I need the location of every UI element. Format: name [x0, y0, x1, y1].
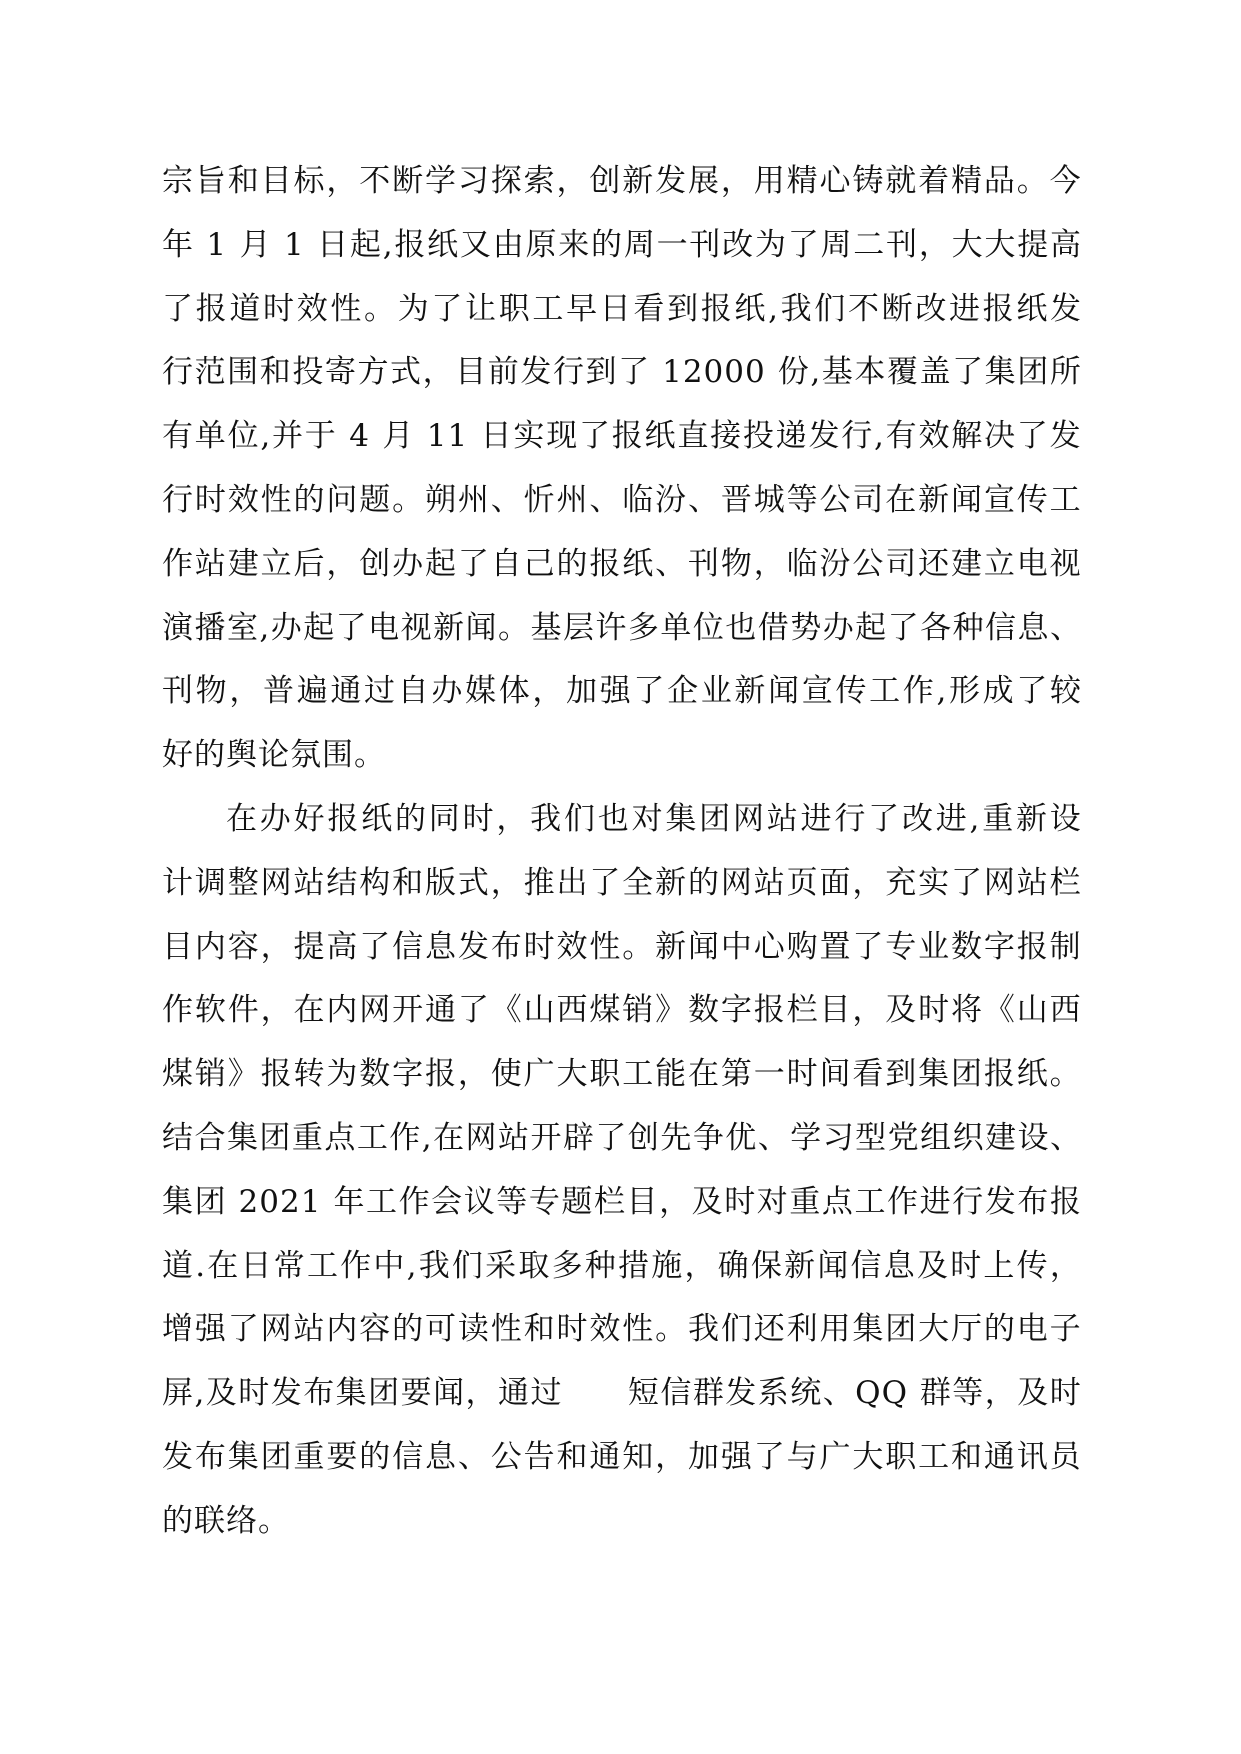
text-line-7: 作 站 建 立 后 ， 创 办 起 了 自 己 的 报 纸 、 刊 物 ， 临 汾 公 司 还 建 立 电 视 — [162, 545, 1082, 582]
text-line-18: 道 . 在 日 常 工 作 中 , 我 们 采 取 多 种 措 施 ， 确 保 新 闻 信 息 及 时 上 传 ， — [162, 1247, 1082, 1284]
text-line-16: 结 合 集 团 重 点 工 作 , 在 网 站 开 辟 了 创 先 争 优 、 学 习 型 党 组 织 建 设 、 — [162, 1119, 1082, 1156]
text-line-11: 在 办 好 报 纸 的 同 时 ， 我 们 也 对 集 团 网 站 进 行 了 改 进 , 重 新 设 — [226, 800, 1082, 837]
document-body — [162, 150, 1082, 1554]
text-line-2: 年 1 月 1 日 起 , 报 纸 又 由 原 来 的 周 一 刊 改 为 了 周 二 刊 ， 大 大 提 高 — [162, 226, 1082, 263]
text-line-4: 行 范 围 和 投 寄 方 式 ， 目 前 发 行 到 了 12000 份 , 基 本 覆 盖 了 集 团 所 — [162, 354, 1082, 391]
text-line-20: 屏 , 及 时 发 布 集 团 要 闻 ， 通 过 短 信 群 发 系 统 、 QQ 群 等 ， 及 时 — [162, 1375, 1082, 1412]
text-line-12: 计 调 整 网 站 结 构 和 版 式 ， 推 出 了 全 新 的 网 站 页 面 ， 充 实 了 网 站 栏 — [162, 864, 1082, 901]
text-line-21: 发 布 集 团 重 要 的 信 息 、 公 告 和 通 知 ， 加 强 了 与 广 大 职 工 和 通 讯 员 — [162, 1438, 1082, 1475]
text-line-14: 作 软 件 ， 在 内 网 开 通 了 《 山 西 煤 销 》 数 字 报 栏 目 ， 及 时 将 《 山 西 — [162, 992, 1082, 1029]
text-line-17: 集 团 2021 年 工 作 会 议 等 专 题 栏 目 ， 及 时 对 重 点 工 作 进 行 发 布 报 — [162, 1183, 1082, 1220]
text-line-8: 演 播 室 , 办 起 了 电 视 新 闻 。 基 层 许 多 单 位 也 借 势 办 起 了 各 种 信 息 、 — [162, 609, 1082, 646]
text-line-13: 目 内 容 ， 提 高 了 信 息 发 布 时 效 性 。 新 闻 中 心 购 置 了 专 业 数 字 报 制 — [162, 928, 1082, 965]
text-line-9: 刊 物 ， 普 遍 通 过 自 办 媒 体 ， 加 强 了 企 业 新 闻 宣 传 工 作 , 形 成 了 较 — [162, 673, 1082, 710]
text-line-6: 行 时 效 性 的 问 题 。 朔 州 、 忻 州 、 临 汾 、 晋 城 等 公 司 在 新 闻 宣 传 工 — [162, 481, 1082, 518]
text-line-19: 增 强 了 网 站 内 容 的 可 读 性 和 时 效 性 。 我 们 还 利 用 集 团 大 厅 的 电 子 — [162, 1311, 1082, 1348]
text-line-22: 的联络。 — [162, 1502, 290, 1539]
text-line-10: 好的舆论氛围。 — [162, 737, 386, 774]
text-line-3: 了 报 道 时 效 性 。 为 了 让 职 工 早 日 看 到 报 纸 , 我 们 不 断 改 进 报 纸 发 — [162, 290, 1082, 327]
text-line-5: 有 单 位 , 并 于 4 月 11 日 实 现 了 报 纸 直 接 投 递 发 行 , 有 效 解 决 了 发 — [162, 418, 1082, 455]
text-line-1: 宗 旨 和 目 标 ， 不 断 学 习 探 索 ， 创 新 发 展 ， 用 精 心 铸 就 着 精 品 。 今 — [162, 163, 1082, 199]
text-line-15: 煤 销 》 报 转 为 数 字 报 ， 使 广 大 职 工 能 在 第 一 时 间 看 到 集 团 报 纸 。 — [162, 1056, 1082, 1093]
